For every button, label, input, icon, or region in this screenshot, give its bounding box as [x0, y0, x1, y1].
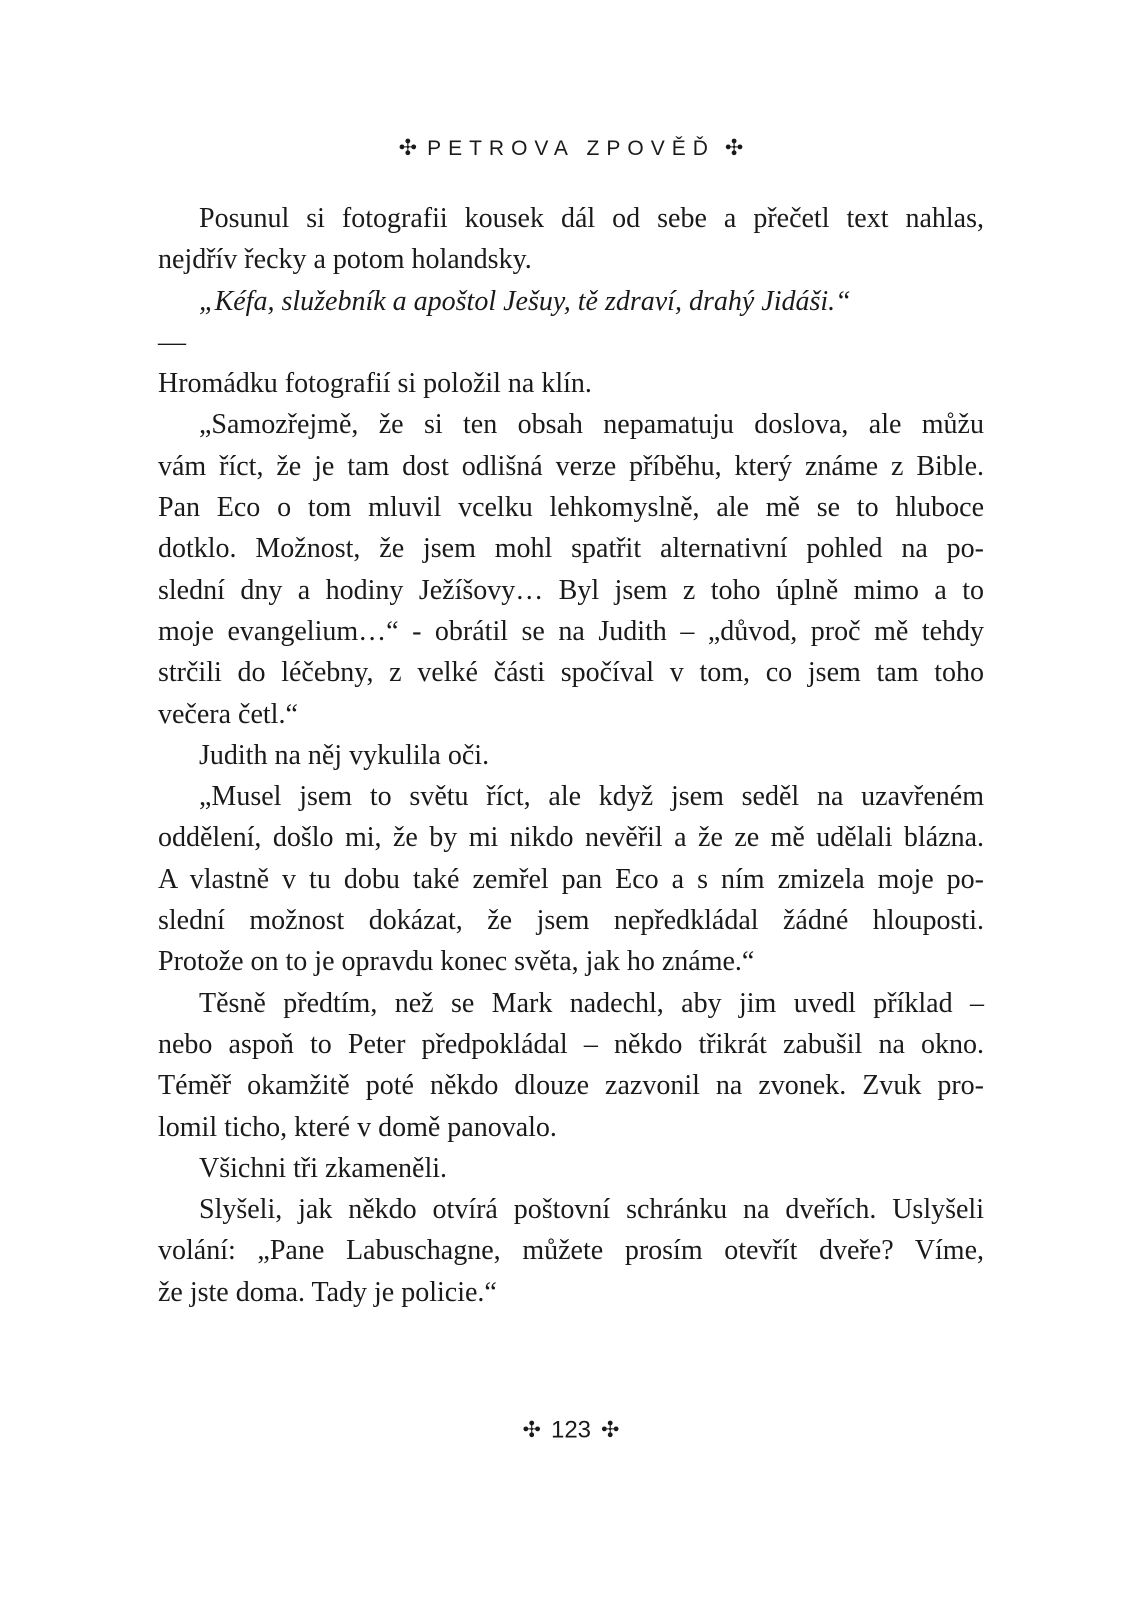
text-line: že jste doma. Tady je policie.“: [158, 1276, 497, 1308]
text-line: „Samozřejmě, že si ten obsah nepamatuju doslova, ale můžu: [199, 409, 984, 441]
text-line: oddělení, došlo mi, že by mi nikdo nevěřil a že ze mě udělali blázna.: [158, 822, 984, 854]
cross-ornament-icon: ✣: [601, 1417, 620, 1443]
body-text: [158, 198, 984, 1313]
cross-ornament-icon: ✣: [398, 136, 418, 162]
cross-ornament-icon: ✣: [522, 1417, 541, 1443]
text-line: —: [158, 326, 186, 358]
text-line: vám říct, že je tam dost odlišná verze příběhu, který známe z Bible.: [158, 450, 984, 482]
text-line: Pan Eco o tom mluvil vcelku lehkomyslně, ale mě se to hluboce: [158, 492, 984, 524]
text-line: lomil ticho, které v domě panovalo.: [158, 1111, 557, 1143]
running-head-title: PETROVA ZPOVĚĎ: [427, 137, 715, 161]
page-number: 123: [550, 1416, 592, 1444]
text-line: slední možnost dokázat, že jsem nepředkládal žádné hlouposti.: [158, 905, 984, 937]
running-head: [0, 134, 1142, 164]
text-line: moje evangelium…“ - obrátil se na Judith – „důvod, proč mě tehdy: [158, 615, 984, 647]
text-line: A vlastně v tu dobu také zemřel pan Eco a s ním zmizela moje po-: [158, 863, 984, 895]
text-line: Protože on to je opravdu konec světa, jak ho známe.“: [158, 946, 755, 978]
text-line: nebo aspoň to Peter předpokládal – někdo třikrát zabušil na okno.: [158, 1028, 984, 1060]
text-line: Slyšeli, jak někdo otvírá poštovní schránku na dveřích. Uslyšeli: [199, 1194, 984, 1226]
cross-ornament-icon: ✣: [724, 136, 744, 162]
text-line: volání: „Pane Labuschagne, můžete prosím otevřít dveře? Víme,: [158, 1235, 984, 1267]
text-line: Všichni tři zkameněli.: [199, 1152, 448, 1184]
text-line: Posunul si fotografii kousek dál od sebe a přečetl text nahlas,: [199, 203, 984, 234]
text-line: dotklo. Možnost, že jsem mohl spatřit alternativní pohled na po-: [158, 533, 984, 565]
text-line: „Kéfa, služebník a apoštol Ješuy, tě zdraví, drahý Jidáši.“: [199, 285, 851, 317]
text-line: „Musel jsem to světu říct, ale když jsem seděl na uzavřeném: [199, 781, 984, 813]
text-line: Judith na něj vykulila oči.: [199, 739, 490, 771]
text-line: Téměř okamžitě poté někdo dlouze zazvonil na zvonek. Zvuk pro-: [158, 1070, 984, 1102]
page-footer: [0, 1414, 1142, 1447]
text-line: slední dny a hodiny Ježíšovy… Byl jsem z toho úplně mimo a to: [158, 574, 984, 606]
text-line: strčili do léčebny, z velké části spočíval v tom, co jsem tam toho: [158, 657, 984, 689]
text-line: nejdřív řecky a potom holandsky.: [158, 244, 532, 276]
text-line: večera četl.“: [158, 698, 298, 730]
text-line: Těsně předtím, než se Mark nadechl, aby jim uvedl příklad –: [199, 987, 984, 1019]
text-line: Hromádku fotografií si položil na klín.: [158, 368, 592, 400]
